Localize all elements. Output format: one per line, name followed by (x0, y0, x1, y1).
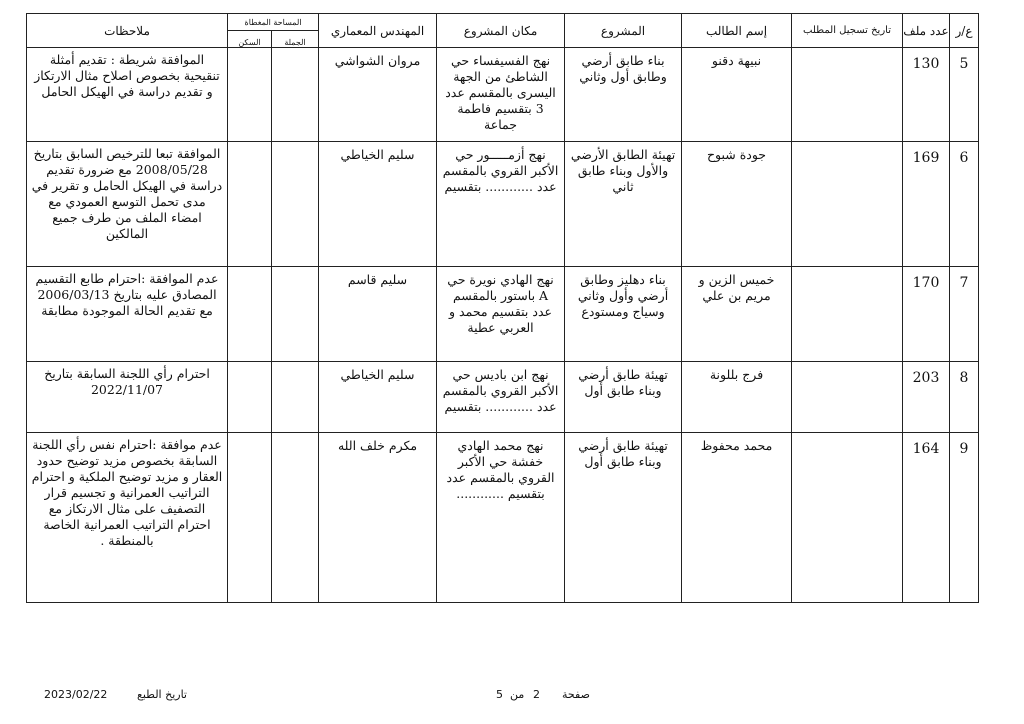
row-file-no: 169 (903, 142, 950, 267)
row-location: نهج الفسيفساء حي الشاطئ من الجهة اليسرى بالمقسم عدد 3 بتقسيم فاطمة جماعة (437, 48, 565, 142)
header-notes: ملاحظات (27, 14, 228, 48)
permits-table (26, 13, 979, 603)
row-notes: عدم موافقة :احترام نفس رأي اللجنة السابقة بخصوص مزيد توضيح حدود العقار و مزيد توضيح الملكية و احترام التراتيب العمرانية و تجسيم قرار التصفيف على مثال الارتكاز مع احترام التراتيب العمرانية الخاصة بالمنطقة . (27, 433, 228, 603)
page-label: صفحة (562, 688, 590, 701)
row-index: 6 (950, 142, 979, 267)
page-footer (0, 688, 1024, 708)
table-row (27, 267, 979, 362)
header-covered-area: المساحة المغطاة (228, 14, 319, 31)
print-date: 2023/02/22 (44, 688, 108, 701)
row-area-residential (228, 362, 272, 433)
row-reg-date (792, 362, 903, 433)
header-file-no: عدد ملف (903, 14, 950, 48)
row-project: تهيئة طابق أرضي وبناء طابق أول (565, 362, 682, 433)
header-architect: المهندس المعماري (319, 14, 437, 48)
row-location: نهج محمد الهادي خفشة حي الأكبر القروي بالمقسم عدد بتقسيم ............ (437, 433, 565, 603)
row-location: نهج أزمـــــور حي الأكبر القروي بالمقسم عدد ............ بتقسيم (437, 142, 565, 267)
row-notes: احترام رأي اللجنة السابقة بتاريخ 2022/11/07 (27, 362, 228, 433)
row-location: نهج ابن باديس حي الأكبر القروي بالمقسم عدد ............ بتقسيم (437, 362, 565, 433)
row-applicant: محمد محفوظ (682, 433, 792, 603)
row-area-total (272, 142, 319, 267)
row-file-no: 203 (903, 362, 950, 433)
document-sheet (26, 13, 978, 603)
header-applicant: إسم الطالب (682, 14, 792, 48)
row-applicant: جودة شبوح (682, 142, 792, 267)
row-file-no: 170 (903, 267, 950, 362)
row-file-no: 130 (903, 48, 950, 142)
row-index: 9 (950, 433, 979, 603)
header-area-total: الجملة (272, 31, 319, 48)
row-reg-date (792, 142, 903, 267)
row-architect: مروان الشواشي (319, 48, 437, 142)
header-reg-date: تاريخ تسجيل المطلب (792, 14, 903, 48)
row-notes: الموافقة شريطة : تقديم أمثلة تنقيحية بخصوص اصلاح مثال الارتكاز و تقديم دراسة في الهيكل الحامل (27, 48, 228, 142)
row-architect: سليم الخياطي (319, 142, 437, 267)
row-reg-date (792, 267, 903, 362)
table-row (27, 48, 979, 142)
row-architect: مكرم خلف الله (319, 433, 437, 603)
page-total: 5 (496, 688, 503, 701)
header-index: ع/ر (950, 14, 979, 48)
row-area-residential (228, 433, 272, 603)
table-row (27, 433, 979, 603)
header-location: مكان المشروع (437, 14, 565, 48)
row-index: 7 (950, 267, 979, 362)
page-current: 2 (533, 688, 540, 701)
row-notes: عدم الموافقة :احترام طابع التقسيم المصادق عليه بتاريخ 2006/03/13 مع تقديم الحالة الموجودة مطابقة (27, 267, 228, 362)
row-index: 5 (950, 48, 979, 142)
row-location: نهج الهادي نويرة حي A باستور بالمقسم عدد بتقسيم محمد و العربي عطية (437, 267, 565, 362)
row-reg-date (792, 48, 903, 142)
table-row (27, 142, 979, 267)
print-date-label: تاريخ الطبع (137, 688, 187, 701)
row-notes: الموافقة تبعا للترخيص السابق بتاريخ 2008/05/28 مع ضرورة تقديم دراسة في الهيكل الحامل و تقرير في مدى تحمل التوسع العمودي مع امضاء الملف من طرف جميع المالكين (27, 142, 228, 267)
row-area-residential (228, 267, 272, 362)
row-project: تهيئة الطابق الأرضي والأول وبناء طابق ثاني (565, 142, 682, 267)
page-of-label: من (510, 688, 525, 701)
row-applicant: فرج بللونة (682, 362, 792, 433)
header-project: المشروع (565, 14, 682, 48)
row-applicant: خميس الزين و مريم بن علي (682, 267, 792, 362)
row-area-residential (228, 142, 272, 267)
row-area-total (272, 362, 319, 433)
row-area-residential (228, 48, 272, 142)
row-architect: سليم الخياطي (319, 362, 437, 433)
row-index: 8 (950, 362, 979, 433)
row-project: بناء طابق أرضي وطابق أول وثاني (565, 48, 682, 142)
row-architect: سليم قاسم (319, 267, 437, 362)
row-file-no: 164 (903, 433, 950, 603)
header-area-residential: السكن (228, 31, 272, 48)
row-area-total (272, 267, 319, 362)
row-area-total (272, 48, 319, 142)
row-project: بناء دهليز وطابق أرضي وأول وثاني وسياج ومستودع (565, 267, 682, 362)
row-applicant: نبيهة دقنو (682, 48, 792, 142)
table-row (27, 362, 979, 433)
row-area-total (272, 433, 319, 603)
row-project: تهيئة طابق أرضي وبناء طابق أول (565, 433, 682, 603)
row-reg-date (792, 433, 903, 603)
